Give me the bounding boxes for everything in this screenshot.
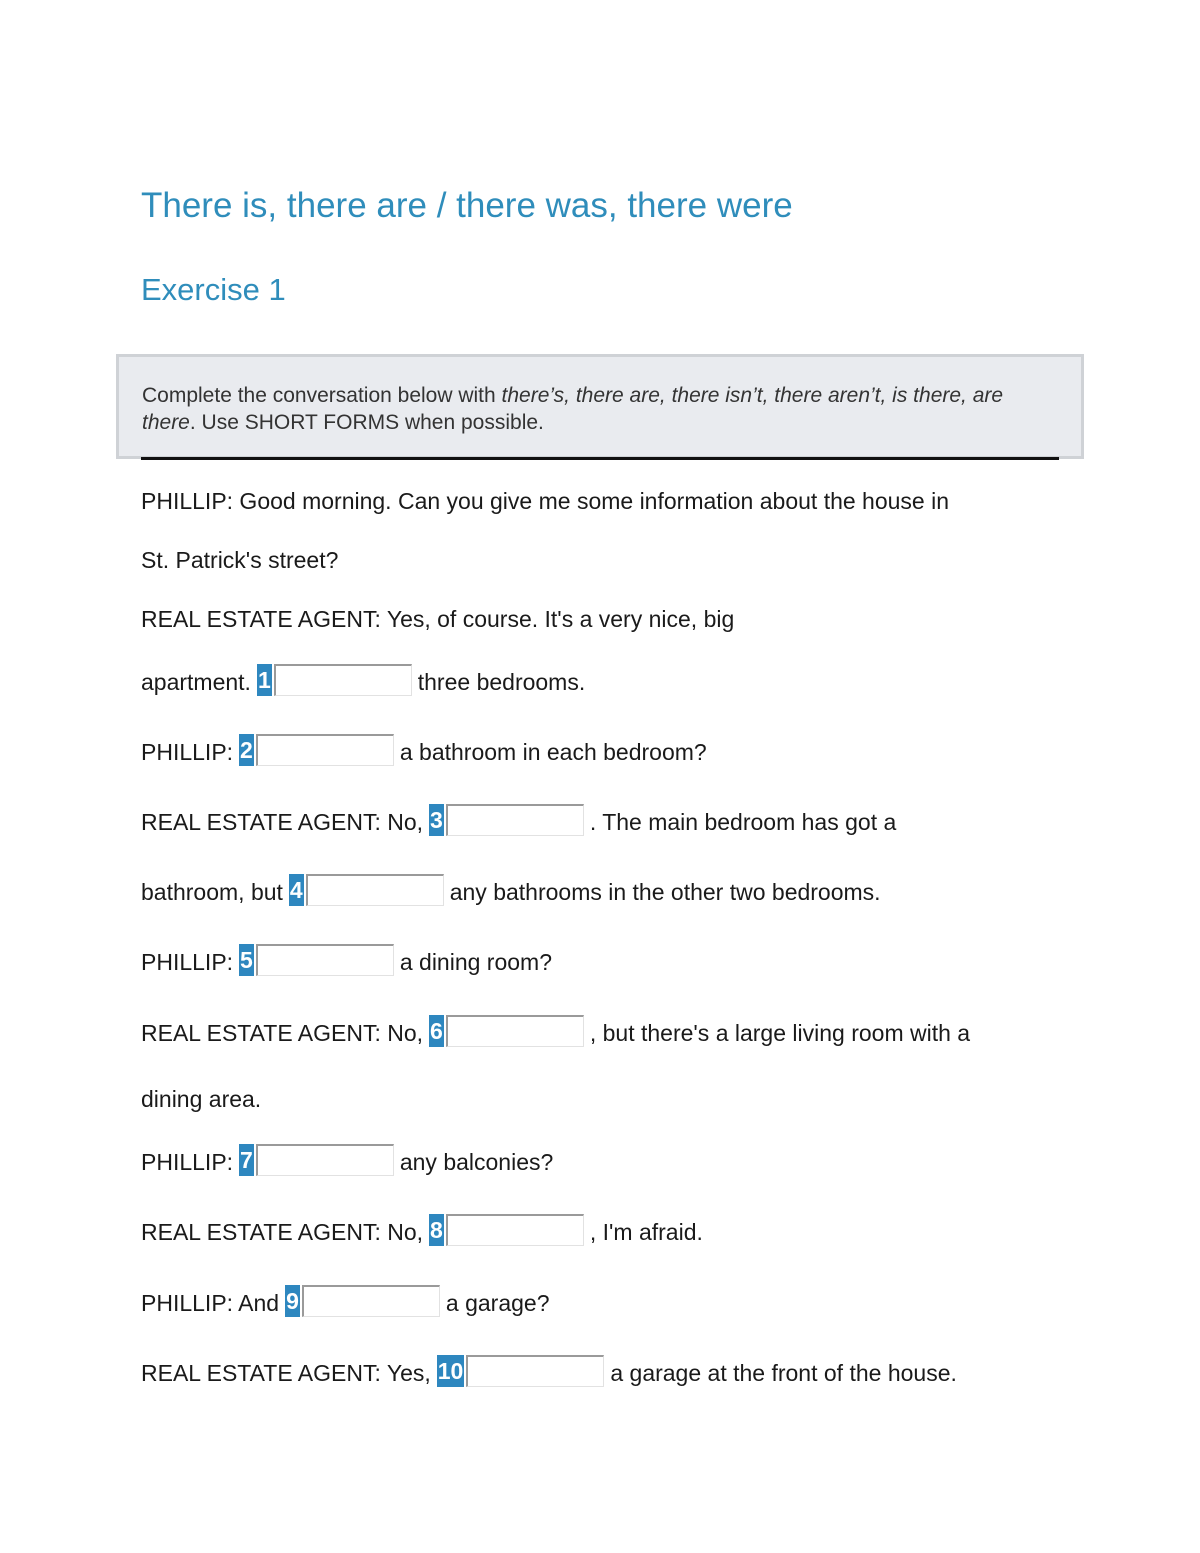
blank-number-badge: 9 bbox=[285, 1285, 300, 1317]
dialogue-text: PHILLIP: And bbox=[141, 1290, 280, 1316]
blank-number-badge: 2 bbox=[239, 734, 254, 766]
dialogue-text: PHILLIP: bbox=[141, 949, 234, 975]
dialogue-line bbox=[141, 1086, 261, 1113]
dialogue-text: a garage? bbox=[445, 1290, 550, 1316]
dialogue-text: a dining room? bbox=[399, 949, 552, 975]
answer-input-4[interactable] bbox=[306, 874, 444, 906]
dialogue-text: any balconies? bbox=[399, 1149, 554, 1175]
answer-input-3[interactable] bbox=[446, 804, 584, 836]
answer-input-10[interactable] bbox=[466, 1355, 604, 1387]
dialogue-line bbox=[141, 1355, 957, 1387]
dialogue-line bbox=[141, 804, 896, 836]
answer-input-9[interactable] bbox=[302, 1285, 440, 1317]
blank-number-badge: 8 bbox=[429, 1214, 444, 1246]
answer-input-5[interactable] bbox=[256, 944, 394, 976]
instructions-prefix: Complete the conversation below with bbox=[142, 384, 502, 407]
instructions-box bbox=[116, 354, 1084, 459]
dialogue-line bbox=[141, 944, 552, 976]
dialogue-text: bathroom, but bbox=[141, 879, 283, 905]
answer-input-2[interactable] bbox=[256, 734, 394, 766]
instructions-options: there’s, there are, there isn’t, there aren’t, is there, are there bbox=[142, 384, 1004, 434]
answer-input-6[interactable] bbox=[446, 1015, 584, 1047]
exercise-heading: Exercise 1 bbox=[141, 272, 286, 307]
blank-number-badge: 1 bbox=[257, 664, 272, 696]
dialogue-text: PHILLIP: bbox=[141, 1149, 234, 1175]
dialogue-text: apartment. bbox=[141, 669, 251, 695]
dialogue-line bbox=[141, 664, 585, 696]
blank-number-badge: 5 bbox=[239, 944, 254, 976]
dialogue-text: REAL ESTATE AGENT: No, bbox=[141, 1020, 424, 1046]
page-title: There is, there are / there was, there were bbox=[141, 186, 793, 225]
answer-input-7[interactable] bbox=[256, 1144, 394, 1176]
answer-input-8[interactable] bbox=[446, 1214, 584, 1246]
dialogue-text: REAL ESTATE AGENT: No, bbox=[141, 1219, 424, 1245]
dialogue-text: PHILLIP: Good morning. Can you give me some information about the house in bbox=[141, 488, 950, 514]
instructions-text bbox=[142, 382, 1042, 436]
answer-input-1[interactable] bbox=[274, 664, 412, 696]
blank-number-badge: 10 bbox=[437, 1355, 465, 1387]
dialogue-text: dining area. bbox=[141, 1086, 262, 1112]
dialogue-line bbox=[141, 606, 734, 633]
dialogue-text: REAL ESTATE AGENT: Yes, bbox=[141, 1360, 431, 1386]
dialogue-text: REAL ESTATE AGENT: Yes, of course. It's a very nice, big bbox=[141, 606, 735, 632]
dialogue-text: . The main bedroom has got a bbox=[589, 809, 897, 835]
blank-number-badge: 3 bbox=[429, 804, 444, 836]
instructions-suffix: . Use SHORT FORMS when possible. bbox=[189, 411, 544, 434]
dialogue-text: PHILLIP: bbox=[141, 739, 234, 765]
dialogue-line bbox=[141, 1144, 553, 1176]
dialogue-line bbox=[141, 547, 338, 574]
blank-number-badge: 4 bbox=[289, 874, 304, 906]
dialogue-line bbox=[141, 1015, 970, 1047]
dialogue-line bbox=[141, 488, 949, 515]
blank-number-badge: 6 bbox=[429, 1015, 444, 1047]
dialogue-line bbox=[141, 1214, 703, 1246]
dialogue-text: a garage at the front of the house. bbox=[610, 1360, 957, 1386]
dialogue-text: , but there's a large living room with a bbox=[589, 1020, 971, 1046]
dialogue-line bbox=[141, 874, 881, 906]
dialogue-line bbox=[141, 1285, 549, 1317]
divider bbox=[141, 457, 1059, 460]
dialogue-text: a bathroom in each bedroom? bbox=[399, 739, 707, 765]
dialogue-text: any bathrooms in the other two bedrooms. bbox=[449, 879, 881, 905]
dialogue-line bbox=[141, 734, 707, 766]
dialogue-text: , I'm afraid. bbox=[589, 1219, 703, 1245]
dialogue-text: REAL ESTATE AGENT: No, bbox=[141, 809, 424, 835]
dialogue-text: St. Patrick's street? bbox=[141, 547, 339, 573]
dialogue-text: three bedrooms. bbox=[417, 669, 586, 695]
blank-number-badge: 7 bbox=[239, 1144, 254, 1176]
